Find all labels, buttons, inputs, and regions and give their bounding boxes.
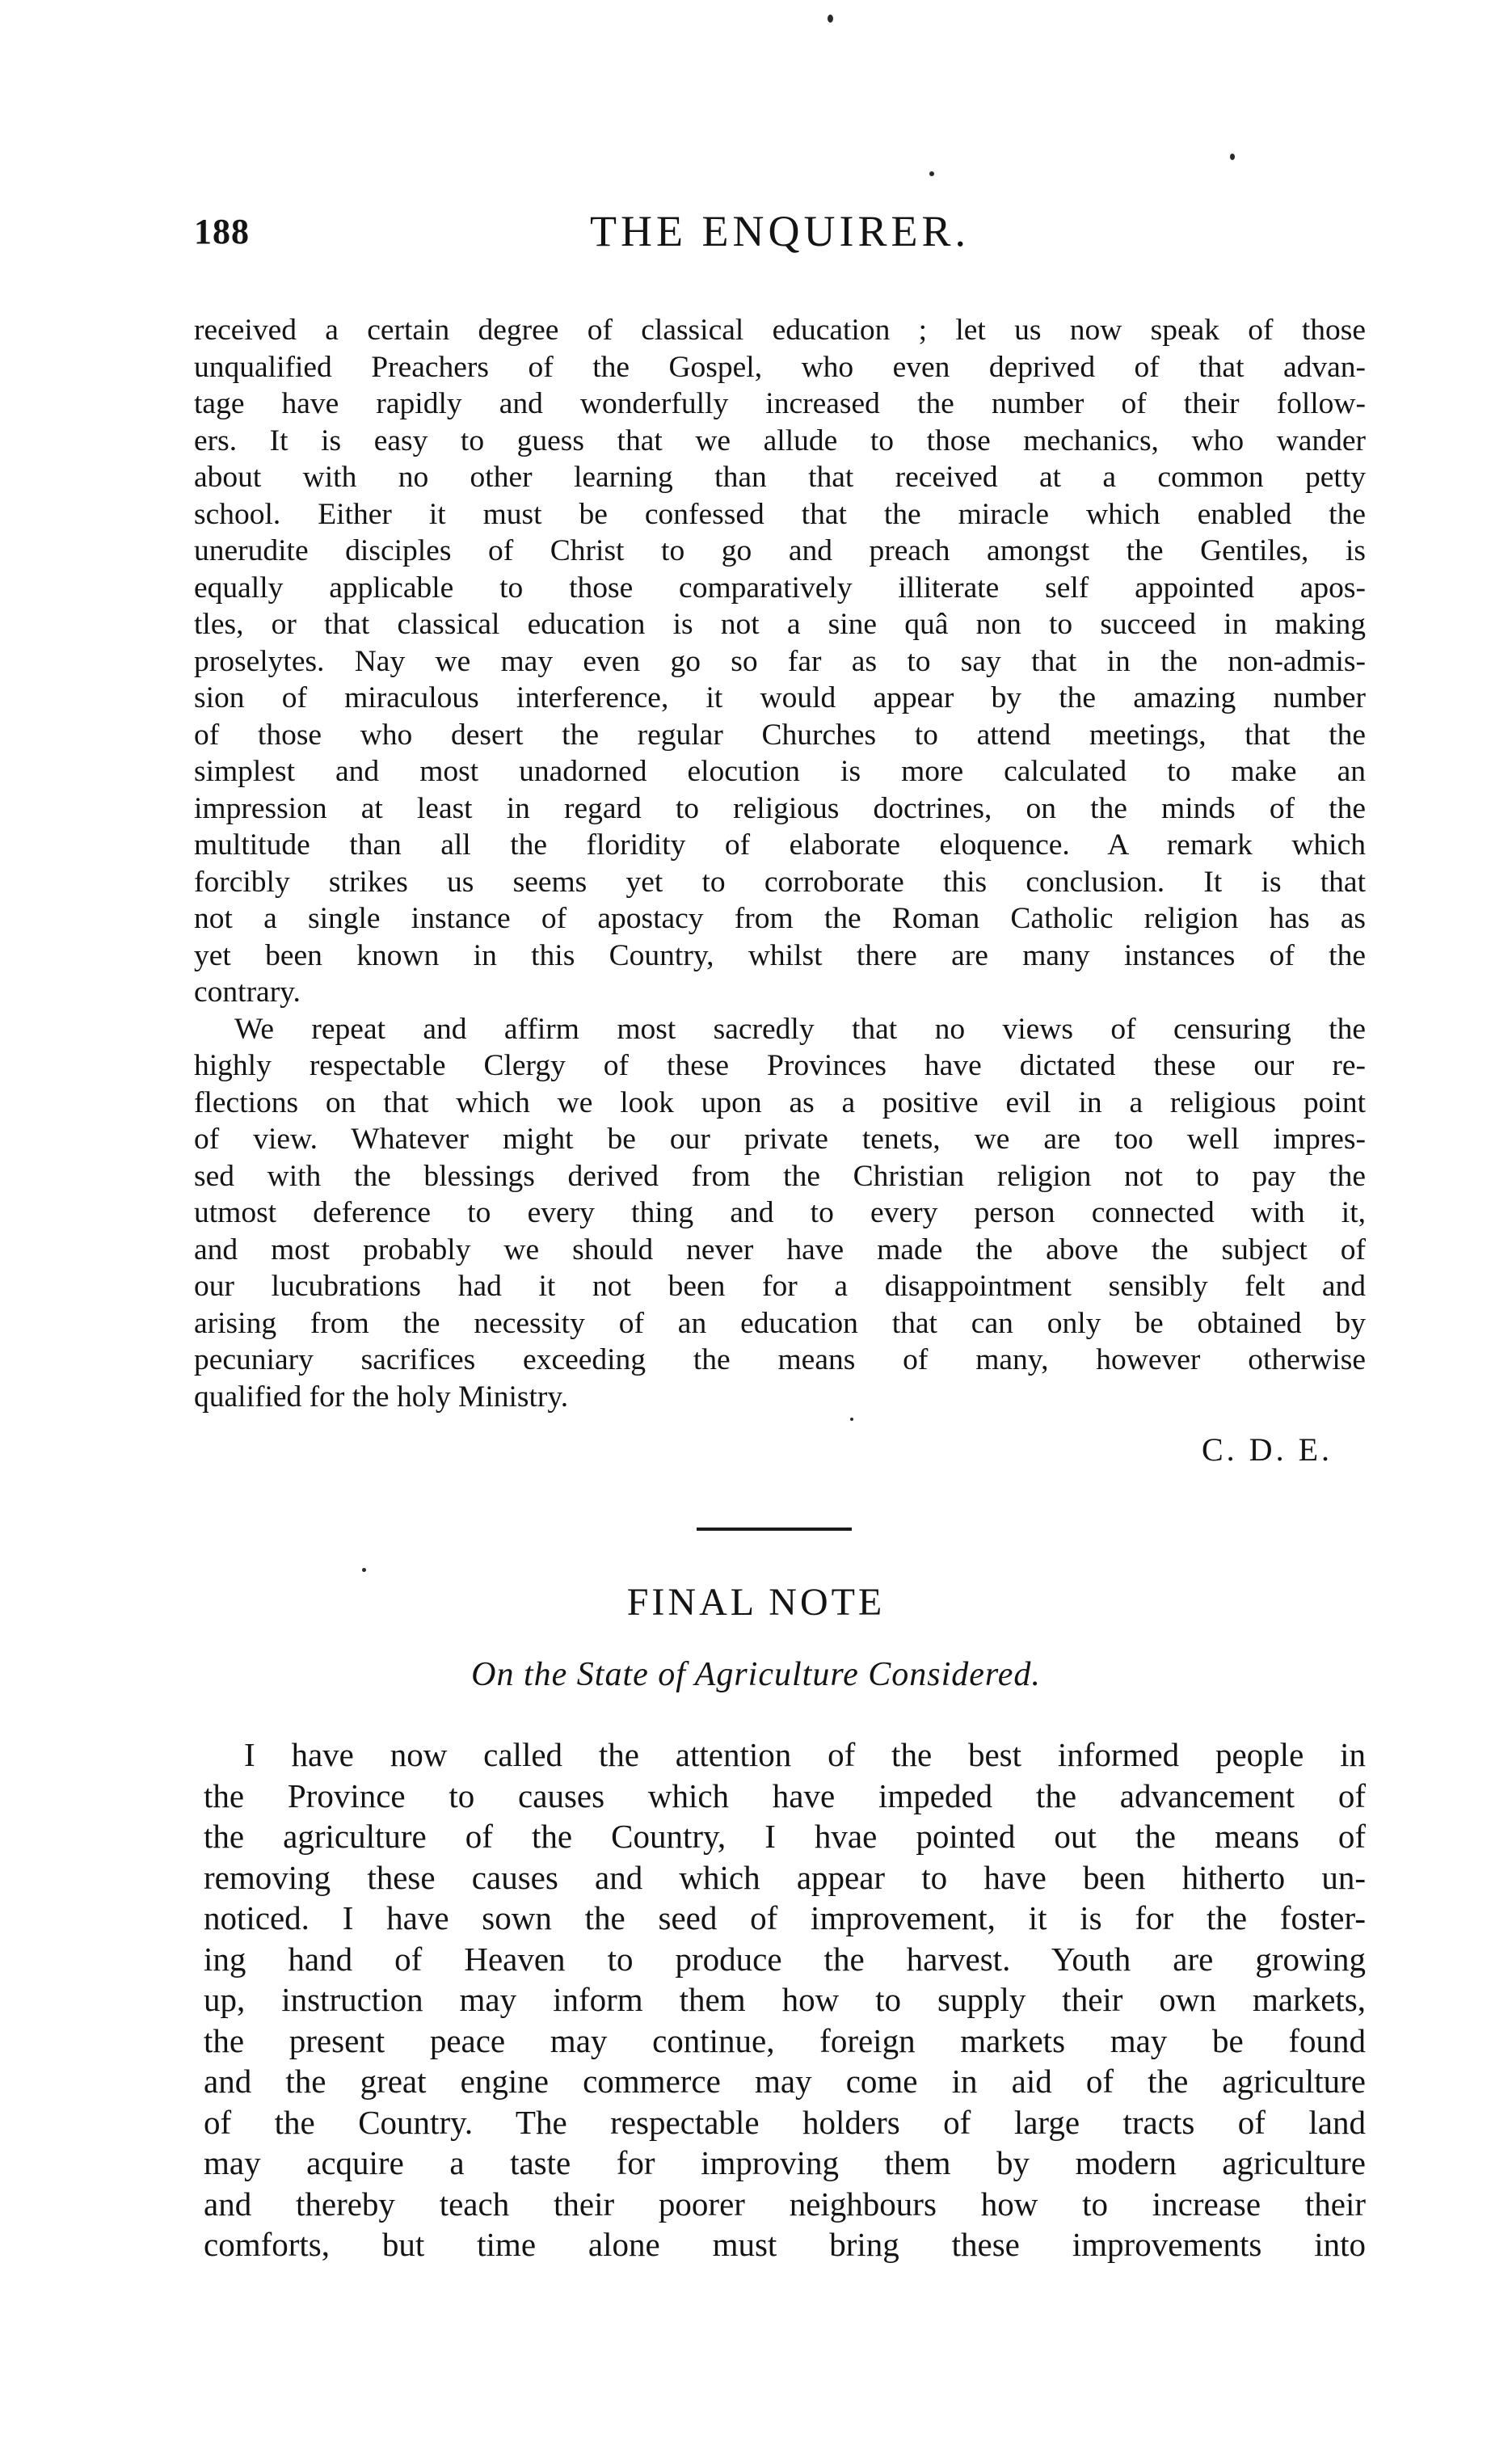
page-header bbox=[194, 206, 1366, 263]
text-line: ing hand of Heaven to produce the harvest. Youth are growing bbox=[204, 1940, 1366, 1978]
text-line: tage have rapidly and wonderfully increased the number of their follow- bbox=[194, 387, 1366, 420]
ink-speck bbox=[1230, 154, 1235, 160]
text-line: forcibly strikes us seems yet to corroborate this conclusion. It is that bbox=[194, 865, 1366, 899]
text-line: yet been known in this Country, whilst there are many instances of the bbox=[194, 938, 1366, 972]
text-line: of view. Whatever might be our private tenets, we are too well impres- bbox=[194, 1123, 1366, 1156]
ink-speck bbox=[362, 1568, 366, 1572]
section-title: FINAL NOTE bbox=[626, 1581, 886, 1624]
text-line: may acquire a taste for improving them by modern agriculture bbox=[204, 2144, 1366, 2181]
ink-speck bbox=[828, 15, 833, 23]
text-line: sion of miraculous interference, it would appear by the amazing number bbox=[194, 681, 1366, 714]
text-line: equally applicable to those comparatively illiterate self appointed apos- bbox=[194, 571, 1366, 605]
text-line: flections on that which we look upon as a positive evil in a religious point bbox=[194, 1085, 1366, 1119]
text-line: and most probably we should never have made the above the subject of bbox=[194, 1233, 1366, 1266]
text-line: pecuniary sacrifices exceeding the means of many, however otherwise bbox=[194, 1343, 1366, 1376]
paragraph-continued bbox=[194, 312, 1366, 1011]
text-line: and the great engine commerce may come in aid of the agriculture bbox=[204, 2063, 1366, 2100]
text-line: school. Either it must be confessed that the miracle which enabled the bbox=[194, 497, 1366, 531]
text-line: noticed. I have sown the seed of improvement, it is for the foster- bbox=[204, 1899, 1366, 1936]
text-line: impression at least in regard to religious doctrines, on the minds of the bbox=[194, 791, 1366, 825]
author-signature: C. D. E. bbox=[1202, 1431, 1333, 1468]
paragraph bbox=[194, 1011, 1366, 1416]
text-line: simplest and most unadorned elocution is more calculated to make an bbox=[194, 755, 1366, 788]
page-number: 188 bbox=[194, 212, 250, 251]
text-line: arising from the necessity of an education that can only be obtained by bbox=[194, 1306, 1366, 1340]
ink-speck bbox=[850, 1418, 853, 1421]
body-text bbox=[194, 312, 1366, 1415]
text-line: I have now called the attention of the best informed people in bbox=[244, 1736, 1366, 1773]
text-line: received a certain degree of classical education ; let us now speak of those bbox=[194, 314, 1366, 347]
ink-speck bbox=[929, 171, 934, 176]
text-line: and thereby teach their poorer neighbours how to increase their bbox=[204, 2185, 1366, 2223]
text-line: We repeat and affirm most sacredly that no views of censuring the bbox=[234, 1012, 1366, 1046]
section-divider bbox=[697, 1528, 852, 1531]
text-line: utmost deference to every thing and to every person connected with it, bbox=[194, 1196, 1366, 1229]
text-line: multitude than all the floridity of elaborate eloquence. A remark which bbox=[194, 828, 1366, 862]
text-line: about with no other learning than that received at a common petty bbox=[194, 461, 1366, 494]
text-line: our lucubrations had it not been for a disappointment sensibly felt and bbox=[194, 1270, 1366, 1303]
text-line: the present peace may continue, foreign markets may be found bbox=[204, 2021, 1366, 2059]
text-line: sed with the blessings derived from the Christian religion not to pay the bbox=[194, 1159, 1366, 1193]
text-line: up, instruction may inform them how to supply their own markets, bbox=[204, 1981, 1366, 2018]
text-line: of those who desert the regular Churches to attend meetings, that the bbox=[194, 718, 1366, 752]
text-line: the Province to causes which have impeded the advancement of bbox=[204, 1776, 1366, 1814]
text-line: proselytes. Nay we may even go so far as to say that in the non-admis- bbox=[194, 644, 1366, 678]
text-line: of the Country. The respectable holders of large tracts of land bbox=[204, 2103, 1366, 2141]
text-line: qualified for the holy Ministry. bbox=[194, 1380, 569, 1414]
text-line: removing these causes and which appear to have been hitherto un- bbox=[204, 1858, 1366, 1896]
text-line: unerudite disciples of Christ to go and preach amongst the Gentiles, is bbox=[194, 534, 1366, 567]
text-line: comforts, but time alone must bring these improvements into bbox=[204, 2226, 1366, 2263]
section-subtitle: On the State of Agriculture Considered. bbox=[471, 1656, 1041, 1693]
text-line: the agriculture of the Country, I hvae pointed out the means of bbox=[204, 1818, 1366, 1855]
text-line: ers. It is easy to guess that we allude to those mechanics, who wander bbox=[194, 424, 1366, 457]
text-line: contrary. bbox=[194, 976, 301, 1009]
text-line: unqualified Preachers of the Gospel, who even deprived of that advan- bbox=[194, 350, 1366, 384]
text-line: tles, or that classical education is not a sine quâ non to succeed in making bbox=[194, 608, 1366, 641]
running-title: THE ENQUIRER. bbox=[590, 207, 970, 255]
text-line: highly respectable Clergy of these Provinces have dictated these our re- bbox=[194, 1049, 1366, 1082]
section-body bbox=[204, 1734, 1366, 2265]
text-line: not a single instance of apostacy from the Roman Catholic religion has as bbox=[194, 902, 1366, 935]
